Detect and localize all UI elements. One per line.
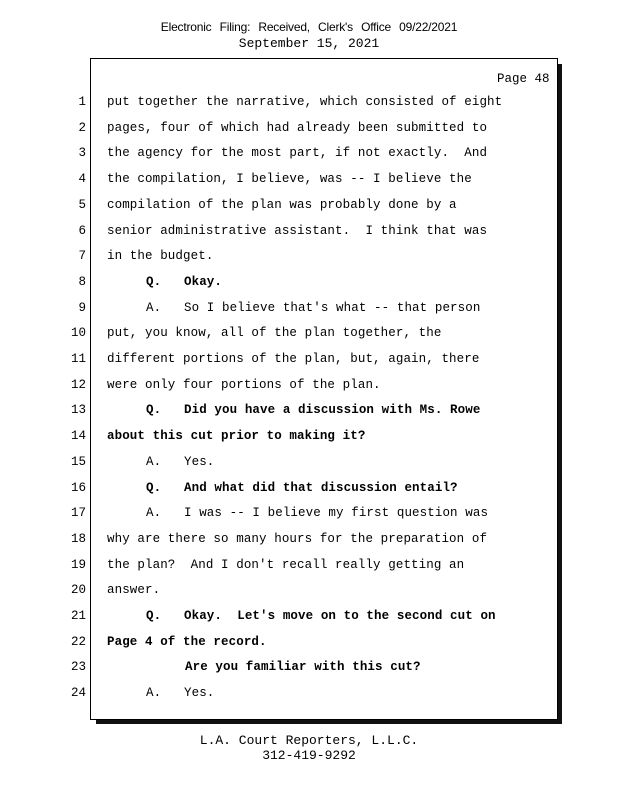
line-number: 24 bbox=[70, 686, 86, 701]
line-number: 17 bbox=[70, 506, 86, 521]
line-number: 20 bbox=[70, 583, 86, 598]
transcript-line: the agency for the most part, if not exactly. And bbox=[107, 146, 488, 161]
line-number: 21 bbox=[70, 609, 86, 623]
transcript-line: different portions of the plan, but, again, there bbox=[107, 352, 480, 366]
transcript-line: Page 4 of the record. bbox=[107, 634, 267, 649]
transcript-line: Q. Okay. bbox=[146, 274, 223, 289]
line-number: 2 bbox=[78, 120, 86, 135]
transcript-line: A. Yes. bbox=[146, 454, 215, 469]
transcript-line: Q. Did you have a discussion with Ms. Rowe bbox=[146, 403, 481, 418]
line-number: 6 bbox=[78, 223, 86, 238]
transcript-line: Q. Okay. Let's move on to the second cut on bbox=[146, 609, 496, 623]
reporter-phone: 312-419-9292 bbox=[262, 748, 356, 763]
transcript-line: Q. And what did that discussion entail? bbox=[146, 480, 458, 495]
line-number: 4 bbox=[78, 172, 86, 187]
transcript-line: put, you know, all of the plan together, the bbox=[107, 326, 442, 341]
transcript-line: about this cut prior to making it? bbox=[107, 429, 366, 444]
transcript-line: answer. bbox=[107, 583, 161, 598]
line-number: 3 bbox=[78, 146, 86, 161]
filing-stamp: Electronic Filing: Received, Clerk's Office 09/22/2021 bbox=[160, 20, 458, 34]
line-number: 13 bbox=[70, 403, 86, 418]
transcript-line: put together the narrative, which consisted of eight bbox=[107, 95, 503, 109]
line-number: 18 bbox=[70, 531, 86, 546]
transcript-date: September 15, 2021 bbox=[238, 36, 380, 51]
line-number: 14 bbox=[70, 429, 86, 444]
transcript-line: pages, four of which had already been submitted to bbox=[107, 120, 488, 135]
reporter-company: L.A. Court Reporters, L.L.C. bbox=[199, 733, 419, 748]
line-number: 8 bbox=[78, 274, 86, 289]
line-number: 5 bbox=[78, 197, 86, 212]
transcript-line: were only four portions of the plan. bbox=[107, 377, 381, 392]
transcript-line: A. I was -- I believe my first question was bbox=[146, 506, 489, 521]
transcript-line: A. So I believe that's what -- that person bbox=[146, 300, 481, 315]
page-number: Page 48 bbox=[497, 72, 550, 86]
line-number: 19 bbox=[70, 557, 86, 572]
transcript-line: why are there so many hours for the preparation of bbox=[107, 531, 488, 546]
line-number: 7 bbox=[78, 249, 86, 264]
line-number: 1 bbox=[78, 95, 86, 109]
transcript-line: the compilation, I believe, was -- I believe the bbox=[107, 172, 472, 187]
line-number: 22 bbox=[70, 634, 86, 649]
transcript-line: compilation of the plan was probably done by a bbox=[107, 197, 457, 212]
transcript-line: A. Yes. bbox=[146, 686, 215, 701]
transcript-line: the plan? And I don't recall really getting an bbox=[107, 557, 465, 572]
line-number: 12 bbox=[70, 377, 86, 392]
line-number: 15 bbox=[70, 454, 86, 469]
line-number: 10 bbox=[70, 326, 86, 341]
line-number: 11 bbox=[70, 352, 86, 366]
line-number: 9 bbox=[78, 300, 86, 315]
transcript-line: in the budget. bbox=[107, 249, 214, 264]
transcript-line: senior administrative assistant. I think that was bbox=[107, 223, 488, 238]
line-number: 23 bbox=[70, 660, 86, 675]
transcript-line: Are you familiar with this cut? bbox=[185, 660, 421, 675]
line-number: 16 bbox=[70, 480, 86, 495]
